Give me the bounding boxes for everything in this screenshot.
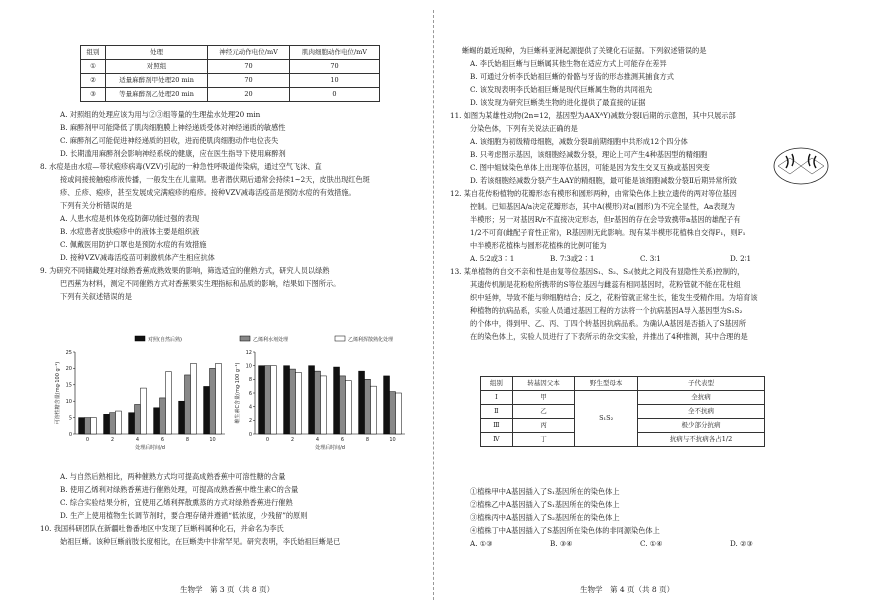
question-10: 10. 我国科研团队在新疆吐鲁番地区中发现了巨蜥科属种化石，并命名为李氏 [40,524,284,533]
y-tick-label: 10 [65,399,72,405]
bar [295,373,301,435]
option-line: A. 人患水痘是机体免疫防御功能过强的表现 [60,214,200,223]
x-tick-label: 8 [185,437,190,443]
bar [115,411,121,434]
question-12: 12. 某自花传粉植物的花瓣形态有模形和圆形两种，由常染色体上独立遗传的两对等位基因 [450,189,737,198]
option-line: B. 使用乙烯利对绿熟香蕉进行催熟处理，可提高成熟香蕉中维生素C的含量 [60,485,299,494]
q12-options [450,252,758,265]
bar [135,404,141,434]
bar [160,398,166,434]
bar [315,371,321,434]
bar [110,413,116,434]
table-header-cell: 转基因父本 [512,377,575,391]
table-cell: 抗病与不抗病各占1/2 [638,433,765,447]
question-line: 在的染色体上，实验人员进行了下表所示的杂交实验，并推出了4种推测，其中合理的是 [470,332,748,341]
y-tick-label: 12 [245,349,252,356]
x-tick-label: 10 [209,437,216,443]
question-line: 种植物的抗病品系，实验人员通过基因工程的方法将一个抗病基因A导入基因型为S₁S₂ [470,306,743,315]
question-line: 半模形；另一对基因R/r不直接决定形态，但r基因的存在会导致携带a基因的雄配子有 [470,215,741,224]
bar [215,363,221,434]
y-axis-label: 维生素C含量(mg·100 g⁻¹) [235,362,241,424]
x-tick-label: 6 [340,437,345,443]
table-header-cell: 神经元动作电位/mV [208,46,290,60]
option: A. ①③ [470,539,493,548]
bar [270,366,276,434]
table-cell: 丁 [512,433,575,447]
question-line: 下列有关分析错误的是 [60,201,132,210]
table-header-cell: 处理 [105,46,207,60]
q10-q12-text [450,44,758,343]
option-line: B. 可通过分析李氏始祖巨蜥的骨骼与牙齿的形态推测其捕食方式 [470,72,674,81]
x-axis-label: 处理后时间/d [315,445,345,451]
bar [320,376,326,434]
bar [104,414,110,434]
question-line: 中半模形花植株与圆形花植株的比例可能为 [470,241,607,250]
bar [204,386,210,434]
table-cell: Ⅳ [481,433,513,447]
option-line: B. 麻醉剂甲可能降低了肌肉细胞膜上神经递质受体对神经递质的敏感性 [60,123,286,132]
table-cell: S₁S₂ [575,391,638,447]
table-cell: ① [81,60,106,74]
y-tick-label: 15 [65,382,72,389]
bar [210,368,216,434]
x-tick-label: 4 [315,437,320,443]
meiosis-cell-diagram [770,140,832,192]
table-header-cell: 组别 [81,46,106,60]
statement-line: ①植株甲中A基因插入了S₁基因所在的染色体上 [470,487,620,496]
bar [290,369,296,434]
y-tick-label: 4 [248,404,252,411]
option-line: D. 接种VZV减毒活疫苗可刺激机体产生相应抗体 [60,253,215,262]
legend-label: 乙烯利水剂处理 [253,337,289,343]
option: B. 7∶3或2∶1 [550,254,595,263]
option-line: D. 若该细胞经减数分裂产生AAY的精细胞，最可能是该细胞减数分裂Ⅱ后期异常所致 [470,176,737,185]
table-header [481,377,765,391]
question-line: 接或间接接触疱疹液传播，一般发生在儿童期。患者潜伏期后通常会持续1~2天，皮肤出现红色斑 [60,175,370,184]
table-row [81,60,380,74]
x-tick-label: 0 [265,437,270,443]
table-cell: 70 [208,74,290,88]
y-tick-label: 0 [68,431,72,438]
bar [284,366,290,434]
question-line: 巴西蕉为材料，测定不同催熟方式对香蕉果实生理指标和品质的影响，结果如下图所示。 [60,279,341,288]
x-axis-label: 处理后时间/d [135,445,165,451]
bar [165,372,171,434]
table-cell: 丙 [512,419,575,433]
table-cell: 全抗病 [638,391,765,405]
soluble-sugar-chart [54,350,225,451]
anesthetic-table [80,45,380,102]
table-cell: 10 [289,74,379,88]
bar [259,366,265,434]
y-axis-label: 可溶性糖含量(mg·100 g⁻¹) [55,361,61,425]
table-cell: 乙 [512,405,575,419]
x-tick-label: 2 [110,437,115,443]
footer-left: 生物学 第 3 页（共 8 页） [180,585,275,594]
bar [359,371,365,434]
chart-legend [135,336,393,343]
y-tick-label: 2 [248,418,252,425]
bar [390,392,396,434]
x-tick-label: 6 [160,437,165,443]
option-line: A. 该细胞为初级精母细胞，减数分裂Ⅱ前期细胞中共形成12个四分体 [470,137,688,146]
table-cell: 全不抗病 [638,405,765,419]
bar [334,367,340,434]
bar [79,418,85,434]
statement-line: ④植株丁中A基因插入了S基因所在染色体的非同源染色体上 [470,526,660,535]
bar [90,418,96,434]
y-tick-label: 25 [65,349,72,356]
q9-options [40,470,340,548]
q13-options [450,537,753,550]
legend-label: 对照(自然后熟) [148,337,182,343]
option-line: B. 水痘患者皮肤疱疹中的液体主要是组织液 [60,227,200,236]
table-row [81,88,380,102]
y-tick-label: 6 [248,390,252,397]
y-tick-label: 0 [248,431,252,438]
table-cell: 适量麻醉剂甲处理20 min [105,74,207,88]
bar [179,401,185,434]
option: A. 5∶2或3∶1 [470,254,515,263]
statement-line: ③植株丙中A基因插入了S₂基因所在的染色体上 [470,513,620,522]
question-8: 8. 水痘是由水痘—带状疱疹病毒(VZV)引起的一种急性呼吸道传染病，通过空气飞沫、直 [40,162,322,171]
table-header-cell: 组别 [481,377,513,391]
table-cell: ③ [81,88,106,102]
option-line: C. 佩戴医用防护口罩也是预防水痘的有效措施 [60,240,207,249]
bar [85,418,91,434]
bar [345,381,351,434]
question-line: 疹、丘疹、疱疹，甚至发展成完满疱疹的疱疹。接种VZV减毒活疫苗是预防水痘的有效措施。 [60,188,356,197]
question-line: 的个体中，得到甲、乙、丙、丁四个转基因抗病品系。为确认A基因是否插入了S基因所 [470,319,747,328]
y-tick-label: 10 [245,363,252,370]
option: D. 2∶1 [730,254,752,263]
q7-q9-text [40,108,370,303]
question-9: 9. 为研究不同储藏处理对绿熟香蕉成熟效果的影响，筛选适宜的催熟方式，研究人员以绿熟 [40,266,330,275]
bar [190,363,196,434]
legend-swatch [240,336,250,341]
option: B. ③④ [550,539,573,548]
bar [384,376,390,434]
bar [309,366,315,434]
option-line: B. 只考虑图示基因，该细胞经减数分裂，理论上可产生4种基因型的精细胞 [470,150,708,159]
table-cell: Ⅲ [481,419,513,433]
legend-label: 乙烯利挥散熟化处理 [348,337,394,343]
bar [129,413,135,434]
table-cell: ② [81,74,106,88]
option-line: A. 与自然后熟相比，两种催熟方式均可提高成熟香蕉中可溶性糖的含量 [60,472,286,481]
bar [340,376,346,434]
table-header-cell: 子代表型 [638,377,765,391]
x-tick-label: 4 [135,437,140,443]
question-line: 织中延伸，导致不能与卵细胞结合；反之，花粉管就正常生长，能发生受精作用。为培育该 [470,293,758,302]
table-cell: 70 [289,60,379,74]
question-13: 13. 某单植物的自交不亲和性是由复等位基因S₁、S₂、S₃(彼此之间没有显隐性关系)控制的， [450,267,745,276]
banana-charts [45,330,415,458]
cross-table [480,376,765,447]
option: C. ①④ [640,539,663,548]
column-divider [433,10,434,600]
y-tick-label: 5 [68,415,72,422]
table-cell: 0 [289,88,379,102]
table-cell: 对照组 [105,60,207,74]
table-cell: Ⅰ [481,391,513,405]
table-header-cell: 野生型母本 [575,377,638,391]
legend-swatch [335,336,345,341]
table-cell: 甲 [512,391,575,405]
question-line: 分染色体，下列有关说法正确的是 [470,124,578,133]
option-line: C. 综合实验结果分析，宜使用乙烯利挥散熏蒸的方式对绿熟香蕉进行催熟 [60,498,293,507]
option-line: A. 李氏始祖巨蜥与巨蜥属其他生物在适应方式上可能存在差异 [470,59,667,68]
table-header-cell: 肌肉细胞动作电位/mV [289,46,379,60]
q13-statements [450,485,753,550]
bar [370,386,376,434]
table-header [81,46,380,60]
option-line: A. 对照组的处理应该为用与②③组等量的生理盐水处理20 min [60,110,261,119]
y-tick-label: 20 [65,366,72,373]
question-line: 其遗传机制是花粉粒所携带的S等位基因与雌蕊有相同基因时，花粉管就不能在花柱组 [470,280,741,289]
bar [140,388,146,434]
bar [185,375,191,434]
table-row [481,391,765,405]
bar [395,393,401,434]
bar [365,379,371,434]
option-line: C. 图中姐妹染色单体上出现等位基因，可能是因为发生交叉互换或基因突变 [470,163,710,172]
option-line: C. 麻醉剂乙可能促进神经递质的回收，进而使肌肉细胞动作电位丧失 [60,136,279,145]
bar [265,366,271,434]
x-tick-label: 8 [365,437,370,443]
table-cell: 等量麻醉剂乙处理20 min [105,88,207,102]
statement-line: ②植株乙中A基因插入了S₁基因所在的染色体上 [470,500,620,509]
option-line: D. 长期滥用麻醉剂会影响神经系统的健康，应在医生指导下使用麻醉剂 [60,149,286,158]
question-11: 11. 如图为某雄性动物(2n=12，基因型为AAXᴬY)减数分裂Ⅰ后期的示意图，其中只展示部 [450,111,736,120]
footer-right: 生物学 第 4 页（共 8 页） [580,585,675,594]
option-line: D. 生产上使用植物生长调节剂时，要合理存储并遵循“低浓度，少残留”的原则 [60,511,308,520]
question-line: 控制。已知基因A/a决定花瓣形态，其中A(模形)对a(圆形)为不完全显性，Aa表现为 [470,202,735,211]
x-tick-label: 2 [290,437,295,443]
x-tick-label: 10 [389,437,396,443]
option-line: C. 该发现表明李氏始祖巨蜥是现代巨蜥属生物的共同祖先 [470,85,653,94]
question-line: 下列有关叙述错误的是 [60,292,132,301]
table-cell: Ⅱ [481,405,513,419]
y-tick-label: 8 [248,377,252,384]
table-cell: 极少部分抗病 [638,419,765,433]
bar [154,408,160,434]
vitamin-c-chart [234,350,405,451]
option-line: D. 该发现为研究巨蜥类生物的进化提供了最直接的证据 [470,98,646,107]
option: C. 3∶1 [640,254,661,263]
question-line: 始祖巨蜥。该种巨蜥前肢长度相比，在巨蜥类中非常罕见。研究表明，李氏始祖巨蜥是已 [60,537,341,546]
question-line: 蜥蜴的最近现种，为巨蜥科亚洲起源提供了关键化石证据。下列叙述错误的是 [462,46,707,55]
option: D. ②③ [730,539,753,548]
question-line: 1/2不可育(雌配子育性正常)，R基因则无此影响。现有某半模形花植株自交得F₁，则F₁ [470,228,746,237]
legend-swatch [135,336,145,341]
x-tick-label: 0 [85,437,90,443]
table-cell: 70 [208,60,290,74]
table-row [81,74,380,88]
table-cell: 20 [208,88,290,102]
